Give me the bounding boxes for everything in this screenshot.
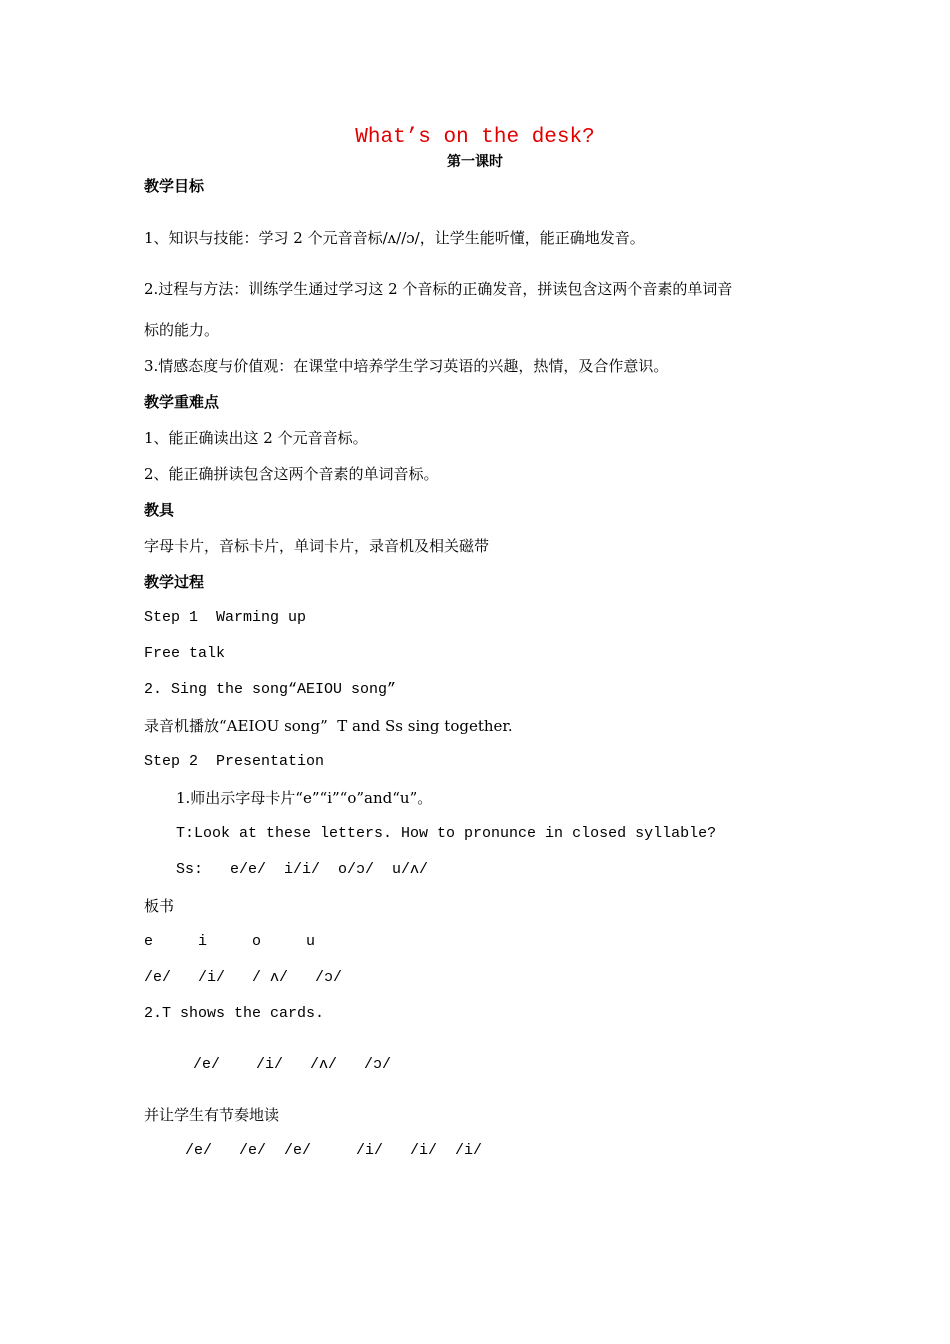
objective-2-line-2: 标的能力。	[144, 321, 220, 339]
objective-3: 3.情感态度与价值观：在课堂中培养学生学习英语的兴趣，热情，及合作意识。	[144, 357, 669, 375]
students-answer-line: Ss: e/e/ i/i/ o/ɔ/ u/ʌ/	[176, 861, 429, 878]
rhythm-heading: 并让学生有节奏地读	[144, 1106, 280, 1124]
step-1-heading: Step 1 Warming up	[144, 609, 307, 626]
tools-text: 字母卡片，音标卡片，单词卡片，录音机及相关磁带	[144, 537, 490, 555]
letter-cards-line: 1.师出示字母卡片“e”“i”“o”and“u”。	[176, 789, 433, 807]
document-title: What’s on the desk?	[355, 126, 595, 149]
rhythm-line: /e/ /e/ /e/ /i/ /i/ /i/	[185, 1142, 483, 1159]
recorder-line: 录音机播放“AEIOU song” T and Ss sing together.	[144, 717, 513, 735]
blackboard-heading: 板书	[144, 897, 175, 915]
lesson-subtitle: 第一课时	[447, 154, 503, 170]
objectives-heading: 教学目标	[144, 177, 205, 195]
cards-phonetics: /e/ /i/ /ʌ/ /ɔ/	[193, 1056, 392, 1073]
objective-2-line-1: 2.过程与方法：训练学生通过学习这 2 个音标的正确发音，拼读包含这两个音素的单词音	[144, 280, 733, 298]
key-points-heading: 教学重难点	[144, 393, 220, 411]
process-heading: 教学过程	[144, 573, 205, 591]
step-2-heading: Step 2 Presentation	[144, 753, 325, 770]
tools-heading: 教具	[144, 501, 175, 519]
shows-cards-line: 2.T shows the cards.	[144, 1005, 325, 1022]
sing-song-line: 2. Sing the song“AEIOU song”	[144, 681, 397, 698]
blackboard-letters: e i o u	[144, 933, 316, 950]
key-point-1: 1、能正确读出这 2 个元音音标。	[144, 429, 368, 447]
objective-1: 1、知识与技能：学习 2 个元音音标/ʌ//ɔ/，让学生能听懂，能正确地发音。	[144, 229, 645, 247]
key-point-2: 2、能正确拼读包含这两个音素的单词音标。	[144, 465, 439, 483]
free-talk-line: Free talk	[144, 645, 226, 662]
teacher-question-line: T:Look at these letters. How to pronunce in closed syllable?	[176, 825, 717, 842]
blackboard-phonetics: /e/ /i/ / ʌ/ /ɔ/	[144, 969, 343, 986]
